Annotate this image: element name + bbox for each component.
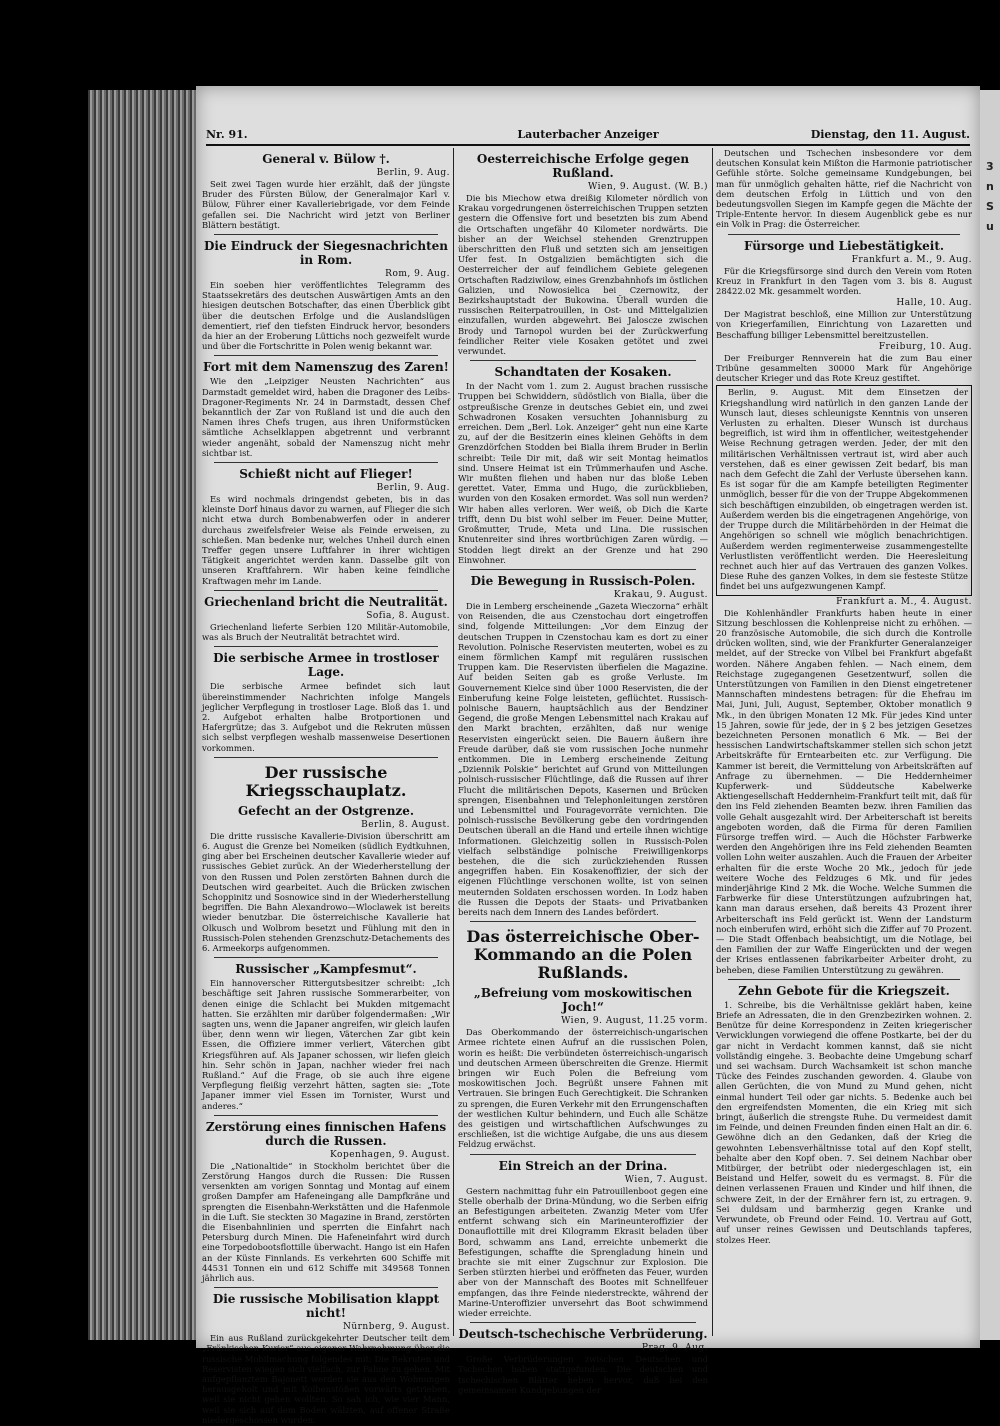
dateline: Nürnberg, 9. August. — [342, 1322, 450, 1333]
dateline: Sofia, 8. August. — [366, 610, 450, 621]
newspaper-page — [196, 86, 980, 1425]
page-header — [206, 126, 970, 146]
article-text: Es wird nochmals dringendst gebeten, bis in das kleinste Dorf hinaus davor zu warnen, auf Flieger die sich nicht etwa durch Bombenabwerfen oder in anderer durchaus zweifelsfreier Weise als Feinde erweisen, zu schießen. Man bedenke nur, welches Unheil durch einen Treffer gegen unsere Luftfahrer in ihrer wichtigen Tätigkeit angerichtet werden kann. Dasselbe gilt von unseren Kraftfahrern. Wir haben keine feindliche Kraftwagen mehr im Lande. — [202, 494, 450, 586]
notice-box — [716, 385, 972, 595]
divider — [214, 757, 438, 758]
divider — [214, 1287, 438, 1288]
book-page-edges — [88, 90, 198, 1340]
divider — [728, 234, 960, 235]
masthead: Lauterbacher Anzeiger — [517, 128, 659, 141]
article-title: Fürsorge und Liebestätigkeit. — [743, 238, 945, 253]
divider — [728, 979, 960, 980]
edge-glyph: S — [986, 200, 994, 213]
edge-glyph: n — [986, 180, 994, 193]
issue-date: Dienstag, den 11. August. — [810, 128, 970, 141]
section-headline: Das österreichische Ober-Kommando an die Polen Rußlands. — [466, 927, 700, 983]
article-title: Ein Streich an der Drina. — [498, 1158, 668, 1173]
article-subtitle: Gefecht an der Ostgrenze. — [237, 803, 415, 818]
column-2 — [458, 148, 708, 1395]
article-text: Die in Lemberg erscheinende „Gazeta Wieczorna“ erhält von Reisenden, die aus Czenstochau dort eingetroffen sind, folgende Mitteilungen: „Vor dem Einzug der deutschen Truppen in Czenstochau kam es dort zu einer Revolution. Polnische Reservisten meuterten, wobei es zu einem förmlichen Kampf mit regulären russischen Truppen kam. Die Reservisten überfielen die Magazine. Auf beiden Seiten gab es große Verluste. Im Gouvernement Kielce sind über 1000 Reservisten, die der Einberufung keine Folge leisteten, geflüchtet. Russisch-polnische Bauern, hauptsächlich aus der Bendziner Gegend, die große Mengen Lebensmittel nach Krakau auf den Markt brachten, erzählten, daß nur wenige Reservisten eingerückt seien. Die Bauern äußern ihre Freude darüber, daß sie vom russischen Joche nunmehr entkommen. Die in Lemberg erscheinende Zeitung „Dziennik Polskie“ berichtet auf Grund von Mitteilungen polnisch-russischer Flüchtlinge, daß die Russen auf ihrer Flucht die militärischen Depots, Kasernen und Brücken sprengen, Eisenbahnen und Telephonleitungen zerstören und Lebensmittel und Fouragevorräte vernichten. Die polnisch-russische Bevölkerung gebe den vordringenden Deutschen überall an die Hand und erteile ihnen wichtige Informationen. Gleichzeitig sollen in Russisch-Polen vielfach selbständige polnische Freiwilligenkorps bestehen, die die sich zurückziehenden Russen angegriffen haben. Ein Kosakenoffizier, der sich der eigenen Flüchtlinge verschonen wollte, ist von seinen meuternden Soldaten erschossen worden. In Lodz haben die Russen die Depots der Staats- und Privatbanken bereits nach dem Innern des Landes befördert. — [458, 600, 708, 917]
article-title: Schießt nicht auf Flieger! — [239, 467, 413, 482]
article-title: Die serbische Armee in trostloser Lage. — [213, 651, 439, 680]
section-headline: Der russische Kriegsschauplatz. — [245, 762, 407, 800]
article-text: Deutschen und Tschechen insbesondere vor dem deutschen Konsulat kein Mißton die Harmonie patriotischer Gefühle störte. Solche gemeinsame Kundgebungen, bei man für unmöglich gehalten hätte, rief die Nachricht von dem deutschen Erfolg in Lüttich und von den bedeutungsvollen Siegen im Kampfe gegen die Mächte der Triple-Entente hervor. In diesem Augenblick gebe es nur ein Volk in Prag: die Österreicher. — [716, 148, 972, 230]
dateline: Halle, 10. Aug. — [896, 298, 972, 309]
dateline: Rom, 9. Aug. — [385, 269, 450, 280]
article-title: Oesterreichische Erfolge gegen Rußland. — [476, 152, 690, 180]
divider — [214, 957, 438, 958]
divider — [470, 1154, 696, 1155]
dateline: Berlin, 9. Aug. — [376, 483, 450, 494]
dateline: Freiburg, 10. Aug. — [878, 341, 972, 352]
article-title: Fort mit dem Namenszug des Zaren! — [203, 360, 449, 375]
article-text: Große Verbrüderungen zwischen Deutschen und Tschechen haben stattgefunden. Die deutschen und tschechischen Blätter heben hervor, daß bei den gemeinsamen Kundgebungen der — [458, 1354, 708, 1395]
article-text: Seit zwei Tagen wurde hier erzählt, daß der jüngste Bruder des Fürsten Bülow, der Generalmajor Karl v. Bülow, Führer einer Kavalleriebrigade, vor dem Feinde gefallen sei. Die Nachricht wird jetzt von Berliner Blättern bestätigt. — [202, 179, 450, 230]
article-title: Die russische Mobilisation klappt nicht! — [212, 1292, 440, 1321]
article-title: Griechenland bricht die Neutralität. — [204, 594, 448, 609]
dateline: Frankfurt a. M., 9. Aug. — [851, 254, 972, 265]
article-text: Griechenland lieferte Serbien 120 Militär-Automobile, was als Bruch der Neutralität betrachtet wird. — [202, 621, 450, 643]
divider — [470, 360, 696, 361]
article-text: Gestern nachmittag fuhr ein Patrouillenboot gegen eine Stelle oberhalb der Drina-Mündung, wo die Serben eifrig an Befestigungen arbeiteten. Zwanzig Meter vom Ufer entfernt schwang sich ein Marineunteroffizier der Donauflottille mit drei Kilogramm Ekrasit beladen über Bord, schwamm ans Land, erreichte unbemerkt die Befestigungen, schaffte die Sprengladung hinein und brachte sie mit einer Zugschnur zur Explosion. Die Serben stürzten hierbei und eröffneten das Feuer, wurden aber von der Mannschaft des Bootes mit Schnellfeuer empfangen, das ihre Feinde niederstreckte, während der Marine-Unteroffizier unversehrt das Boot schwimmend wieder erreichte. — [458, 1185, 708, 1319]
dateline: Berlin, 8. August. — [361, 819, 450, 830]
article-title: Zerstörung eines finnischen Hafens durch die Russen. — [205, 1119, 447, 1148]
divider — [214, 355, 438, 356]
article-text: In der Nacht vom 1. zum 2. August brachen russische Truppen bei Schwiddern, südöstlich von Bialla, über die ostpreußische Grenze in deutsches Gebiet ein, und zwei Schwadronen Kosaken versuchten Johannisburg zu erreichen. Dem „Berl. Lok. Anzeiger“ geht nun eine Karte zu, auf der die Besitzerin eines kleinen Gehöfts in dem Grenzdörfchen Stodden bei Bialla ihrem Bruder in Berlin schreibt: Teile Dir mit, daß wir seit Montag heimatlos sind. Unsere Heimat ist ein Trümmerhaufen und Asche. Wir mußten fliehen und haben nur das bloße Leben gerettet. Vater, Emma und Hugo, die zurückblieben, wurden von den Kosaken ermordet. Was soll nun werden? Wir haben alles verloren. Wer weiß, ob Dich die Karte trifft, denn Du bist wohl selber im Feuer. Deine Mutter, Großmutter, Trude, Meta und Lina. Die russischen Knutenreiter sind ihres wortbrüchigen Zaren würdig. — Stodden liegt direkt an der Grenze und hat 290 Einwohner. — [458, 381, 708, 565]
column-3 — [716, 148, 972, 1336]
article-title: Russischer „Kampfesmut“. — [235, 962, 417, 977]
divider — [214, 1115, 438, 1116]
article-title: Zehn Gebote für die Kriegszeit. — [738, 983, 950, 998]
dateline: Wien, 9. August, 11.25 vorm. — [561, 1016, 708, 1027]
divider — [470, 921, 696, 922]
article-title: Die Bewegung in Russisch-Polen. — [470, 573, 696, 588]
article-text: Die dritte russische Kavallerie-Division überschritt am 6. August die Grenze bei Nomeiken (südlich Eydtkuhnen, ging aber bei Erscheinen deutscher Kavallerie wieder auf russisches Gebiet zurück. An der Wiederherstellung der von den Russen und Polen zerstörten Bahnen durch die Deutschen wird gearbeitet. Auch die Brücken zwischen Schoppinitz und Sosnowice sind in der Wiederherstellung begriffen. Die Bahn Alexandrowo—Wloclawek ist bereits wieder benutzbar. Die österreichische Kavallerie hat Olkusch und Wolbrom besetzt und Fühlung mit den in Russisch-Polen stehenden Grenzschutz-Detachements des 6. Armeekorps aufgenommen. — [202, 830, 450, 953]
next-page-edge — [980, 90, 1000, 1340]
edge-glyph: 3 — [986, 160, 994, 173]
divider — [214, 646, 438, 647]
article-text: Der Freiburger Rennverein hat die zum Bau einer Tribüne gesammelten 30000 Mark für Angehörige deutscher Krieger und das Rote Kreuz gestiftet. — [716, 352, 972, 384]
article-text: Die Kohlenhändler Frankfurts haben heute in einer Sitzung beschlossen die Kohlenpreise nicht zu erhöhen. — 20 französische Automobile, die sich durch die Kontrolle drücken wollten, sind, wie der Frankfurter Generalanzeiger meldet, auf der Strecke von Vilbel bei Frankfurt abgefaßt worden. Nähere Angaben fehlen. — Nach einem, dem Reichstage zugegangenen Gesetzentwurf, sollen die Unterstützungen von Familien in den Dienst eingetretener Mannschaften mindestens betragen: für die Ehefrau im Mai, Juni, Juli, August, September, Oktober monatlich 9 Mk., in den übrigen Monaten 12 Mk. Für jedes Kind unter 15 Jahren, sowie für jede, der in § 2 bes jetzigen Gesetzes bezeichneten Personen monatlich 6 Mk. — Bei der hessischen Landwirtschaftskammer stellen sich schon jetzt Arbeitskräfte für Erntearbeiten etc. zur Verfügung. Die Kammer ist bereit, die Vermittelung von Arbeitskräften auf Anfrage zu übernehmen. — Die Heddernheimer Kupferwerk- und Süddeutsche Kabelwerke Aktiengesellschaft Heddernheim-Frankfurt teilt mit, daß für den ins Feld ziehenden Beamten bezw. ihren Familien das volle Gehalt ausgezahlt wird. Der Arbeiterschaft ist bereits angeboten worden, daß die Firma für deren Familien Fürsorge treffen wird. — Auch die Höchster Farbwerke werden den Angehörigen ihre ins Feld ziehenden Beamten vollen Lohn weiter auszahlen. Auch die Frauen der Arbeiter erhalten für die erste Woche 20 Mk., jedoch für jede weitere Woche des Feldzuges 6 Mk. und für jedes minderjährige Kind 2 Mk. die Woche. Welche Summen die Farbwerke für diese Unterstützungen aufzubringen hat, kann man daraus ersehen, daß bereits 43 Prozent ihrer Arbeiterschaft ins Feld gerückt ist. Wenn der Landsturm noch einberufen wird, erhöht sich die Ziffer auf 70 Prozent. — Die Stadt Offenbach beabsichtigt, um die Notlage, bei den Familien der zur Waffe Eingerückten und der wegen der Krises entlassenen fabrikarbeiter Arbeiter droht, zu beheben, diese Familien Unterstützung zu gewähren. — [716, 607, 973, 975]
article-text: Ein hannoverscher Rittergutsbesitzer schreibt: „Ich beschäftige seit Jahren russische Sommerarbeiter, von denen einige die Schlacht bei Mukden mitgemacht hatten. Sie erzählten mir darüber folgendermaßen: „Wir sagten uns, wenn die Japaner angreifen, wir gleich laufen über, denn wenn wir liegen, Väterchen Zar gibt kein Essen, die Offiziere immer verliert, Väterchen gibt Kriegsführen auf. Als Japaner schossen, wir liefen gleich hin. Sehr schön in Japan, nachher wieder frei nach Rußland.“ Auf die Frage, ob sie auch ihre eigene Verpflegung fleißig verzehrt hätten, sagten sie: „Tote Japaner immer viel Essen im Tornister, Wurst und anderes.“ — [202, 978, 450, 1111]
dateline: Frankfurt a. M., 4. August. — [836, 596, 972, 607]
divider — [470, 569, 696, 570]
column-1 — [202, 148, 450, 1425]
column-rule — [453, 148, 454, 1336]
article-title: Schandtaten der Kosaken. — [494, 365, 672, 380]
divider — [214, 234, 438, 235]
dateline: Krakau, 9. August. — [613, 589, 708, 600]
divider — [470, 1322, 696, 1323]
dateline: Wien, 7. August. — [624, 1174, 708, 1185]
article-subtitle: „Befreiung vom moskowitischen Joch!“ — [473, 986, 693, 1015]
divider — [214, 462, 438, 463]
column-rule — [712, 148, 713, 1336]
issue-number: Nr. 91. — [206, 128, 248, 141]
dateline: Prag, 9. Aug. — [641, 1343, 708, 1354]
article-title: Deutsch-tschechische Verbrüderung. — [458, 1327, 708, 1342]
article-title: General v. Bülow †. — [262, 152, 390, 166]
dateline: Berlin, 9. Aug. — [376, 168, 450, 178]
article-text: Die bis Miechow etwa dreißig Kilometer nördlich von Krakau vorgedrungenen österreichischen Truppen setzten gestern die Offensive fort und besetzten bis zum Abend die Ortschaften ungefähr 40 Kilometer nordwärts. Die bisher an der Weichsel stehenden Grenztruppen überschritten den Fluß und setzten sich am jenseitigen Ufer fest. In Ostgalizien bemächtigten sich die Oesterreicher der auf feindlichem Gebiete gelegenen Ortschaften Radziwilow, eines Grenzbahnhofs im östlichen Galizien, und Nowosielica bei Czernowitz, der Bezirkshauptstadt der Bukowina. Überall wurden die russischen Reiterpatrouillen, in Ost- und Mittelgalizien einzufallen, wurden abgewehrt. Bei Jaloscze zwischen Brody und Tarnopol wurden bei der Zurückwerfung feindlicher Reiter viele Kosaken getötet und zwei verwundet. — [458, 193, 708, 357]
article-text: Ein aus Rußland zurückgekehrter Deutscher teilt dem „Fränkischen Kurier“ aus eigener Wahrnehmung über die russische Mobilmachung folgendes mit: Die Rekruten und Reservisten wiegen sich vielfach, zur Fahne zu gehen. Mit aufgepflanztem Bajonett werden sie aus den Wohnungen herausgeholt und mit Kolbenstößen vorwärts getrieben, weil sie nicht gehen wollten. So sah ich, wie vier Mann, weil sie sich auf dem Boden wälzten, auf offener Straße niedergeschossen wurden. — [202, 1333, 450, 1425]
article-text: Für die Kriegsfürsorge sind durch den Verein vom Roten Kreuz in Frankfurt in den Tagen vom 3. bis 8. August 28422.02 Mk. gesammelt worden. — [716, 265, 972, 297]
dateline: Wien, 9. August. (W. B.) — [588, 182, 708, 192]
article-text: Ein soeben hier veröffentlichtes Telegramm des Staatssekretärs des deutschen Auswärtigen Amts an den hiesigen deutschen Botschafter, das einen Überblick gibt über die deutschen Erfolge und die Auslandslügen dementiert, rief den tiefsten Eindruck hervor, besonders da hier an der Eroberung Lüttichs noch gezweifelt wurde und über die Fortschritte in Polen wenig bekannt war. — [202, 280, 450, 352]
article-text: Berlin, 9. August. Mit dem Einsetzen der Kriegshandlung wird natürlich in den ganzen Lande der Wunsch laut, dieses schleunigste Kenntnis von unseren Verlusten zu erhalten. Dieser Wunsch ist durchaus begreiflich, ist wird ihm in offentlicher, weitestgehender Weise Rechnung getragen werden. Jeder, der mit den militärischen Verhältnissen vertraut ist, wird aber auch verstehen, daß es einer gewissen Zeit bedarf, bis man nach dem Gefecht die Zahl der Verluste übersehen kann. Es ist sogar für die am Kampfe beteiligten Regimenter unmöglich, besser für die von der Truppe Abgekommenen sich beschäftigen einzubilden, ob eingetragen werden ist. Außerdem werden bis die eingetragenen Angehörige, von der Truppe durch die Militärbehörden in der Heimat die Angehörigen so schnell wie möglich benachrichtigen. Außerdem werden regimenterweise zusammengestellte Verlustlisten veröffentlicht werden. Die Heeresleitung rechnet auch hier auf das Vertrauen des ganzen Volkes. Diese Ruhe des ganzen Volkes, in dem sie festeste Stütze findet bei uns aufgezwungenen Kampf. — [720, 387, 968, 592]
article-text: Die „Nationaltide“ in Stockholm berichtet über die Zerstörung Hangos durch die Russen: Die Russen versenkten am vorigen Sonntag und Montag auf einem großen Dampfer am Hafeneingang alle Dampfkräne und sprengten die Eisenbahn-Werkstätten und die Hafenmole in die Luft. Sie steckten 30 Magazine in Brand, zerstörten die Eisenbahnlinien und sperrten die Einfahrt nach Petersburg durch Minen. Die Hafeneinfahrt wird durch eine Torpedobootsflottille überwacht. Hango ist ein Hafen an der Küste Finnlands. Es verkehrten 600 Schiffe mit 44531 Tonnen ein und 612 Schiffe mit 349568 Tonnen jährlich aus. — [202, 1160, 450, 1284]
article-text: Die serbische Armee befindet sich laut übereinstimmender Nachrichten infolge Mangels jeglicher Verpflegung in trostloser Lage. Bloß das 1. und 2. Aufgebot erhalten halbe Brotportionen und Hafergrütze; das 3. Aufgebot und die Rekruten müssen sich selbst verpflegen weshalb massenweise Desertionen vorkommen. — [202, 681, 450, 753]
divider — [214, 590, 438, 591]
article-text: Das Oberkommando der österreichisch-ungarischen Armee richtete einen Aufruf an die russischen Polen, worin es heißt: Die verbündeten österreichisch-ungarisch und deutschen Armeen überschreiten die Grenze. Hiermit bringen wir Euch Polen die Befreiung vom moskowitischen Joch. Begrüßt unsere Fahnen mit Vertrauen. Sie bringen Euch Gerechtigkeit. Die Schranken zu sprengen, die Euren Verkehr mit den Errungenschaften der westlichen Kultur behindern, und Euch alle Schätze des geistigen und wirtschaftlichen Aufschwunges zu erschließen, ist die wichtige Aufgabe, die uns aus diesem Feldzug erwächst. — [458, 1027, 708, 1150]
dateline: Kopenhagen, 9. August. — [330, 1149, 450, 1160]
article-text: 1. Schreibe, bis die Verhältnisse geklärt haben, keine Briefe an Adressaten, die in den Grenzbezirken wohnen. 2. Benütze für deine Korrespondenz in Zeiten kriegerischer Verwicklungen vorwiegend die offene Postkarte, bei der du gar nicht in Verdacht kommen kannst, daß sie nicht vollständig eingehe. 3. Beobachte deine Umgebung scharf und sei wachsam. Durch Wachsamkeit ist schon manche Tücke des Feindes zuschanden geworden. 4. Glaube von allen Gerüchten, die von Mund zu Mund gehen, nicht einmal hundert Teil oder gar nichts. 5. Bedenke auch bei den ergreifendsten Momenten, die ein Krieg mit sich bringt, äußerlich die strengste Ruhe. Du vermeidest damit im Feinde, und deinen Freunden finden einen Halt an dir. 6. Gewöhne dich an den Gedanken, daß der Krieg die gewohnten Lebensverhältnisse total auf den Kopf stellt, behalte aber den Kopf oben. 7. Sei deinem Nachbar ober Mitbürger, der betrübt oder niedergeschlagen ist, ein Beistand und Helfer, soweit du es vermagst. 8. Für die deinen verlassenen Frauen und Kinder und hilf ihnen, die schwere Zeit, in der der Ernährer fern ist, zu ertragen. 9. Sei duldsam und barmherzig gegen Kranke und Verwundete, ob Freund oder Feind. 10. Vertrau auf Gott, auf unser reines Gewissen und Deutschlands tapferes, stolzes Heer. — [716, 999, 972, 1245]
article-text: Wie den „Leipziger Neusten Nachrichten“ aus Darmstadt gemeldet wird, haben die Dragoner des Leibs-Dragoner-Regiments Nr. 24 in Darmstadt, dessen Chef bekanntlich der Zar von Rußland ist und die auch den Namen ihres Chefs trugen, aus ihren Uniformstücken sämtliche Achselklappen abgetrennt und verbrannt wieder angenäht, sobald der Namenszug nicht mehr sichtbar ist. — [202, 376, 450, 458]
edge-glyph: u — [986, 220, 994, 233]
article-title: Die Eindruck der Siegesnachrichten in Rom. — [204, 239, 448, 268]
article-text: Der Magistrat beschloß, eine Million zur Unterstützung von Kriegerfamilien, Einrichtung von Lazaretten und Beschaffung billiger Lebensmittel bereitzustellen. — [716, 309, 972, 340]
